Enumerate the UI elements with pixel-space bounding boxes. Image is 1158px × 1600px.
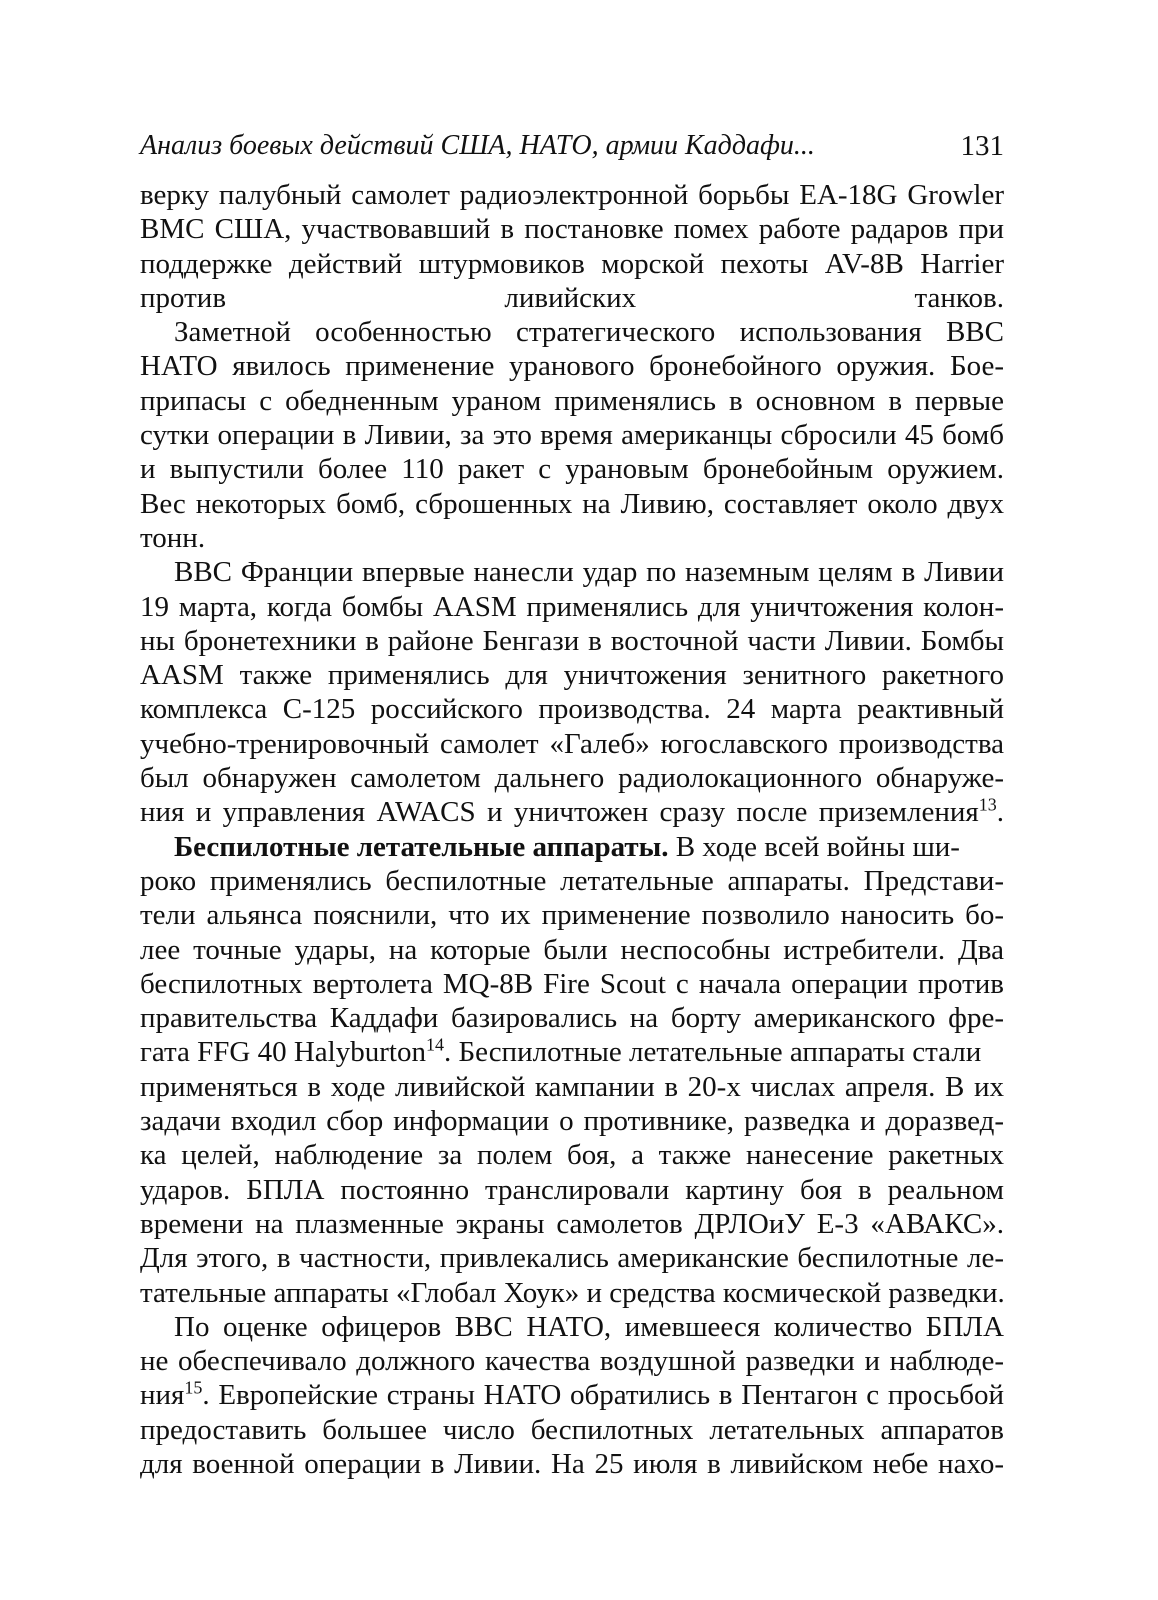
text-line: тательные аппараты «Глобал Хоук» и средства космической разведки. (140, 1276, 1005, 1309)
text-line: правительства Каддафи базировались на борту американского фре- (140, 1002, 1004, 1035)
text-line: беспилотных вертолета MQ-8B Fire Scout с начала операции против (140, 967, 1004, 1000)
text-line: AASM также применялись для уничтожения зенитного ракетного (140, 659, 1004, 692)
text-line: По оценке офицеров ВВС НАТО, имевшееся количество БПЛА (174, 1310, 1004, 1343)
running-header (140, 128, 1004, 172)
paragraph-1 (140, 178, 1004, 315)
footnote-ref: 13 (978, 794, 997, 815)
text-line: Для этого, в частности, привлекались американские беспилотные ле- (140, 1242, 1004, 1275)
line-text: . Европейские страны НАТО обратились в Пентагон с просьбой (202, 1379, 1004, 1412)
paragraph-5 (140, 1310, 1004, 1481)
text-line: не обеспечивало должного качества воздушной разведки и наблюде- (140, 1345, 1004, 1378)
text-line: тонн. (140, 521, 206, 554)
text-line: Вес некоторых бомб, сброшенных на Ливию, составляет около двух (140, 487, 1004, 520)
paragraph-3 (140, 555, 1004, 829)
text-line: применяться в ходе ливийской кампании в 20-х числах апреля. В их (140, 1070, 1004, 1103)
line-text: . Беспилотные летательные аппараты стали (443, 1036, 982, 1069)
text-line: и выпустили более 110 ракет с урановым бронебойным оружием. (140, 453, 1004, 486)
text-line: НАТО явилось применение уранового бронебойного оружия. Бое- (140, 350, 1004, 383)
paragraph-4 (140, 830, 1004, 1310)
paragraph-2 (140, 315, 1004, 555)
text-line: был обнаружен самолетом дальнего радиолокационного обнаруже- (140, 762, 1004, 795)
line-text: ния и управления AWACS и уничтожен сразу после приземления (140, 796, 979, 829)
text-line: сутки операции в Ливии, за это время американцы сбросили 45 бомб (140, 419, 1004, 452)
text-line (140, 1035, 1004, 1069)
section-lead: Беспилотные летательные аппараты. (174, 830, 669, 863)
text-line (140, 830, 1004, 864)
running-title: Анализ боевых действий США, НАТО, армии Каддафи... (140, 130, 815, 161)
footnote-ref: 14 (425, 1034, 444, 1055)
text-line (140, 1378, 1004, 1412)
text-line: верку палубный самолет радиоэлектронной борьбы ЕА-18G Growler (140, 179, 1004, 211)
text-line: ВВС Франции впервые нанесли удар по наземным целям в Ливии (174, 556, 1004, 589)
body-text (140, 178, 1004, 1481)
page-number: 131 (960, 130, 1004, 162)
text-line: предоставить большее число беспилотных летательных аппаратов (140, 1413, 1004, 1446)
text-line: ВМС США, участвовавший в постановке помех работе радаров при (140, 213, 1004, 246)
text-line: против ливийских танков. (140, 281, 1004, 314)
footnote-ref: 15 (184, 1377, 203, 1398)
text-line: роко применялись беспилотные летательные аппараты. Представи- (140, 864, 1004, 897)
text-line: Заметной особенностью стратегического использования ВВС (174, 316, 1004, 349)
text-line: времени на плазменные экраны самолетов ДРЛОиУ Е-3 «АВАКС». (140, 1207, 1004, 1240)
text-line: ка целей, наблюдение за полем боя, а также нанесение ракетных (140, 1139, 1004, 1172)
text-line: задачи входил сбор информации о противнике, разведка и доразвед- (140, 1105, 1004, 1138)
text-line: ны бронетехники в районе Бенгази в восточной части Ливии. Бомбы (140, 624, 1004, 657)
line-text: В ходе всей войны ши- (675, 830, 960, 863)
line-text: ния (140, 1379, 185, 1412)
text-line: припасы с обедненным ураном применялись в основном в первые (140, 384, 1004, 417)
text-line: 19 марта, когда бомбы AASM применялись для уничтожения колон- (140, 590, 1004, 623)
text-line: учебно-тренировочный самолет «Галеб» югославского производства (140, 727, 1004, 760)
text-line: поддержке действий штурмовиков морской пехоты AV-8B Harrier (140, 247, 1004, 280)
text-line: лее точные удары, на которые были неспособны истребители. Два (140, 933, 1004, 966)
text-line: ния и управления AWACS и уничтожен сразу после приземления$^{13}$. (140, 794, 1004, 829)
line-text: гата FFG 40 Halyburton (140, 1036, 426, 1069)
text-line: комплекса С-125 российского производства. 24 марта реактивный (140, 693, 1004, 726)
text-line: ударов. БПЛА постоянно транслировали картину боя в реальном (140, 1173, 1004, 1206)
text-line: для военной операции в Ливии. На 25 июля в ливийском небе нахо- (140, 1447, 1004, 1480)
text-line: тели альянса пояснили, что их применение позволило наносить бо- (140, 899, 1004, 932)
